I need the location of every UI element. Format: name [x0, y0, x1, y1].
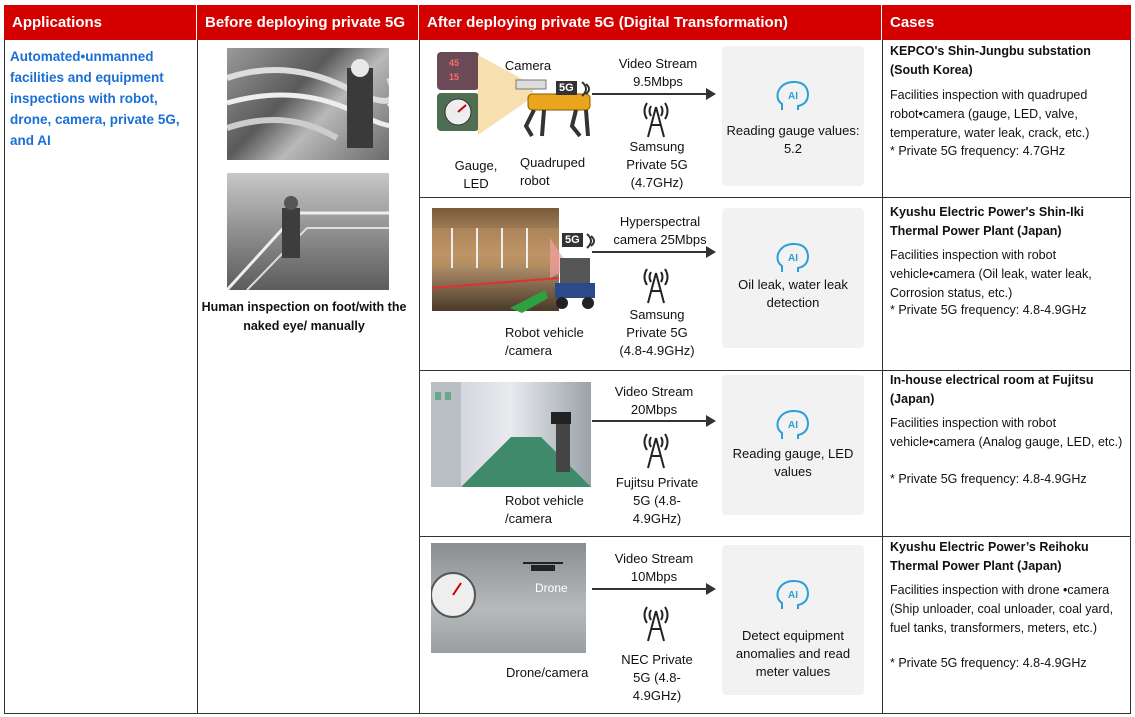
5g-badge: 5G [562, 233, 583, 247]
arrow-right-icon [592, 588, 714, 590]
row-divider [4, 713, 1131, 714]
robot-vehicle-label: Robot vehicle /camera [505, 325, 584, 358]
camera-label: Camera [504, 58, 552, 73]
drone-camera-label: Drone/camera [506, 665, 589, 680]
ai-result-box [722, 375, 864, 515]
arrow-right-icon [592, 420, 714, 422]
quadruped-robot-label: Quadruped robot [520, 155, 586, 188]
ai-head-icon [774, 579, 812, 613]
gauge-icon [437, 93, 479, 131]
grid-line [1130, 40, 1131, 714]
stream-label: Hyperspectral camera 25Mbps [613, 214, 707, 247]
arrow-right-icon [592, 251, 714, 253]
grid-line [882, 40, 883, 714]
row-divider [419, 197, 1131, 198]
ai-head-icon [774, 409, 812, 443]
case-frequency: * Private 5G frequency: 4.8-4.9GHz [890, 472, 1087, 486]
gauge-photo [437, 93, 479, 131]
case-description: Facilities inspection with quadruped robot•camera (gauge, LED, valve, temperature, water leak, crack, etc.) [890, 88, 1090, 140]
gauge-led-label: Gauge, LED [454, 158, 498, 191]
ai-result-text: Reading gauge, LED values [732, 446, 854, 479]
stream-label: Video Stream 9.5Mbps [618, 56, 698, 89]
network-label: Fujitsu Private 5G (4.8-4.9GHz) [615, 475, 699, 526]
case-title: Kyushu Electric Power’s Reihoku Thermal Power Plant (Japan) [890, 540, 1089, 573]
stream-label: Video Stream 10Mbps [614, 551, 694, 584]
case-description: Facilities inspection with robot vehicle•camera (Analog gauge, LED, etc.) [890, 416, 1123, 449]
antenna-tower-icon [640, 430, 672, 470]
led-readout-top: 45 [449, 58, 460, 68]
case-frequency: * Private 5G frequency: 4.7GHz [890, 144, 1066, 158]
drone-illustration [431, 543, 586, 653]
human-inspection-photo [227, 48, 389, 160]
robot-vehicle-label: Robot vehicle /camera [505, 493, 584, 526]
case-description: Facilities inspection with drone •camera (Ship unloader, coal unloader, coal yard, fuel tanks, transformers, meters, etc.) [890, 583, 1114, 635]
grid-line [4, 40, 5, 714]
wifi-signal-icon [580, 80, 594, 98]
5g-badge: 5G [556, 81, 577, 95]
ai-result-box [722, 545, 864, 695]
application-description: Automated•unmanned facilities and equipment inspections with robot, drone, camera, private 5G, and AI [10, 49, 180, 148]
walkway-illustration [227, 173, 389, 290]
drone-label: Drone [535, 581, 568, 595]
network-label: Samsung Private 5G (4.7GHz) [626, 139, 688, 190]
case-title: KEPCO's Shin-Jungbu substation (South Korea) [890, 44, 1091, 77]
row-divider [419, 536, 1131, 537]
header-applications: Applications [4, 5, 197, 40]
drone-photo [431, 543, 586, 653]
ai-icon-text: AI [788, 91, 798, 102]
electrical-room-photo [431, 382, 591, 487]
network-label: Samsung Private 5G (4.8-4.9GHz) [619, 307, 695, 358]
network-label: NEC Private 5G (4.8-4.9GHz) [621, 652, 693, 703]
stream-label: Video Stream 20Mbps [614, 384, 694, 417]
ai-result-box [722, 46, 864, 186]
case-frequency: * Private 5G frequency: 4.8-4.9GHz [890, 656, 1087, 670]
ai-head-icon [774, 80, 812, 114]
ai-icon-text: AI [788, 420, 798, 431]
led-photo [437, 52, 479, 90]
wifi-signal-icon [585, 232, 599, 250]
cables-illustration [227, 48, 389, 160]
case-title: In-house electrical room at Fujitsu (Japan) [890, 373, 1094, 406]
antenna-tower-icon [640, 603, 672, 643]
ai-result-text: Detect equipment anomalies and read meter values [735, 628, 851, 679]
header-before: Before deploying private 5G [197, 5, 419, 40]
antenna-tower-icon [640, 99, 672, 139]
arrow-right-icon [592, 93, 714, 95]
grid-line [419, 40, 420, 714]
ai-result-text: Oil leak, water leak detection [738, 277, 848, 310]
before-caption: Human inspection on foot/with the naked eye/ manually [201, 300, 407, 333]
ai-icon-text: AI [788, 253, 798, 264]
antenna-tower-icon [640, 265, 672, 305]
ai-icon-text: AI [788, 590, 798, 601]
case-description: Facilities inspection with robot vehicle•camera (Oil leak, water leak, Corrosion status, etc.) [890, 248, 1092, 300]
header-after: After deploying private 5G (Digital Transformation) [419, 5, 882, 40]
case-title: Kyushu Electric Power's Shin-Iki Thermal Power Plant (Japan) [890, 205, 1085, 238]
ai-result-box [722, 208, 864, 348]
ai-result-text: Reading gauge values: 5.2 [726, 123, 860, 156]
grid-line [197, 40, 198, 714]
ai-head-icon [774, 242, 812, 276]
electrical-room-illustration [431, 382, 591, 487]
walkway-inspection-photo [227, 173, 389, 290]
header-cases: Cases [882, 5, 1131, 40]
led-readout-bottom: 15 [449, 72, 460, 82]
case-frequency: * Private 5G frequency: 4.8-4.9GHz [890, 303, 1087, 317]
